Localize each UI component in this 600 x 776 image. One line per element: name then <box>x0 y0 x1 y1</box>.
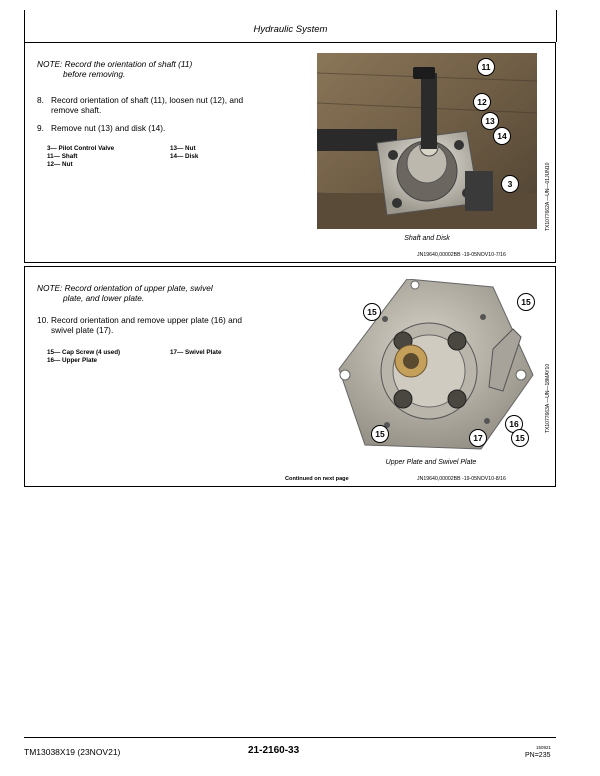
figure-caption: Upper Plate and Swivel Plate <box>385 459 477 466</box>
footer-rule <box>24 737 556 738</box>
note-plate-orientation <box>37 283 307 303</box>
note-line: plate, and lower plate. <box>63 293 145 303</box>
legend-item: 14— Disk <box>170 153 199 160</box>
legend-item: 12— Nut <box>47 161 73 168</box>
step-number: 10. <box>37 315 49 325</box>
legend-column-2 <box>170 349 221 357</box>
document-reference: JN19640,00002BB -19-05NOV10-7/16 <box>417 252 506 258</box>
image-reference-id: TX1077662A —UN—01JUN10 <box>545 162 551 231</box>
step-number: 8. <box>37 95 44 105</box>
step-10 <box>37 315 307 335</box>
legend-item: 17— Swivel Plate <box>170 349 222 356</box>
legend-item: 11— Shaft <box>47 153 78 160</box>
note-line: NOTE: Record the orientation of shaft (11) <box>37 59 193 69</box>
callout-3: 3 <box>501 175 519 193</box>
legend-item: 15— Cap Screw (4 used) <box>47 349 121 356</box>
callout-15: 15 <box>517 293 535 311</box>
figure-caption: Shaft and Disk <box>404 235 450 242</box>
step-number: 9. <box>37 123 44 133</box>
callout-11: 11 <box>477 58 495 76</box>
note-line: before removing. <box>63 69 126 79</box>
shaft-disk-photo <box>317 53 537 229</box>
procedure-block-upper-swivel-plate <box>24 266 556 487</box>
legend-column-2 <box>170 145 198 161</box>
page-code: 21-2160-33 <box>248 745 300 756</box>
step-text: Record orientation of shaft (11), loosen nut (12), and <box>51 95 244 105</box>
upper-swivel-plate-photo <box>325 279 537 453</box>
legend-item: 13— Nut <box>170 145 196 152</box>
callout-12: 12 <box>473 93 491 111</box>
note-line: NOTE: Record orientation of upper plate, swivel <box>37 283 213 293</box>
document-reference: JN19640,00002BB -19-05NOV10-8/16 <box>417 476 506 482</box>
continued-note: Continued on next page <box>285 476 349 482</box>
page-number: PN=235 <box>525 752 551 759</box>
legend-item: 16— Upper Plate <box>47 357 98 364</box>
callout-15: 15 <box>511 429 529 447</box>
legend-column-1 <box>47 349 120 365</box>
callout-13: 13 <box>481 112 499 130</box>
step-9 <box>37 123 307 133</box>
step-text: remove shaft. <box>51 105 102 115</box>
callout-17: 17 <box>469 429 487 447</box>
step-text: Remove nut (13) and disk (14). <box>51 123 166 133</box>
callout-16: 16 <box>505 415 523 433</box>
callout-15: 15 <box>371 425 389 443</box>
image-reference-id: TX1077663A —UN—18MAY10 <box>545 363 551 433</box>
callout-15: 15 <box>363 303 381 321</box>
procedure-block-shaft-disk <box>24 42 556 263</box>
step-text: Record orientation and remove upper plate (16) and <box>51 315 242 325</box>
footer-code: 150921 <box>536 745 552 750</box>
page-header-title: Hydraulic System <box>253 24 328 35</box>
step-8 <box>37 95 307 115</box>
callout-14: 14 <box>493 127 511 145</box>
step-text: swivel plate (17). <box>51 325 114 335</box>
legend-item: 3— Pilot Control Valve <box>47 145 115 152</box>
note-shaft-orientation <box>37 59 307 79</box>
manual-number: TM13038X19 (23NOV21) <box>24 747 121 757</box>
legend-column-1 <box>47 145 114 169</box>
